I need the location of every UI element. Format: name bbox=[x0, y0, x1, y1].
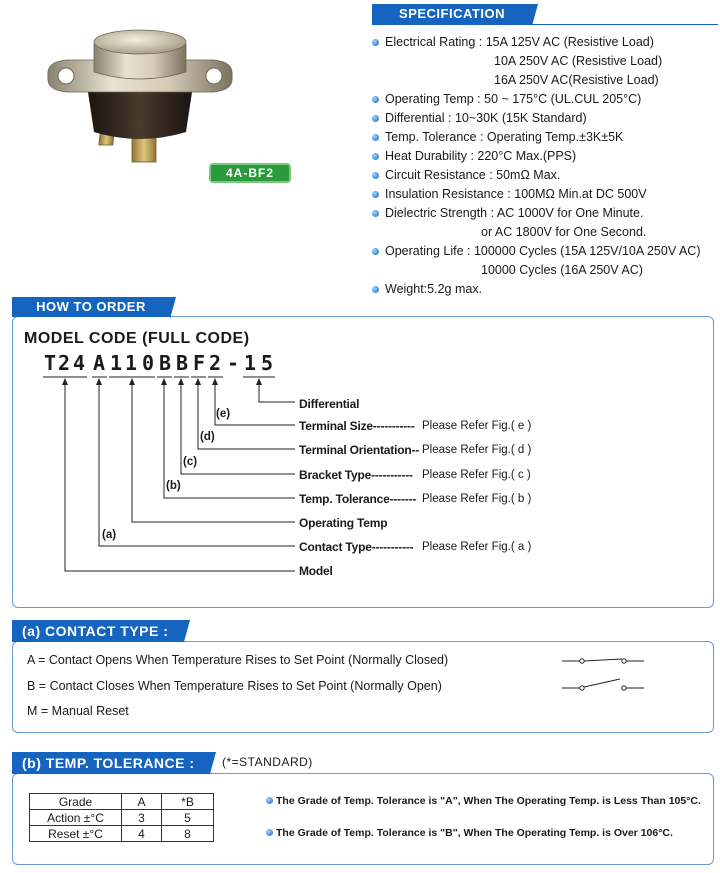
how-to-order-tab: HOW TO ORDER bbox=[12, 297, 170, 317]
code-char: B bbox=[158, 351, 172, 375]
specification-tab: SPECIFICATION bbox=[372, 4, 532, 24]
spec-insulation-resistance: Insulation Resistance : 100MΩ Min.at DC 500V bbox=[372, 185, 718, 204]
marker-d: (d) bbox=[200, 431, 215, 443]
ref-fig-d: Please Refer Fig.( d ) bbox=[422, 444, 532, 456]
tolerance-table bbox=[29, 793, 214, 842]
code-char: F bbox=[192, 351, 206, 375]
spec-differential: Differential : 10~30K (15K Standard) bbox=[372, 109, 718, 128]
normally-open-switch-icon bbox=[562, 679, 644, 690]
spec-temp-tolerance: Temp. Tolerance : Operating Temp.±3K±5K bbox=[372, 128, 718, 147]
table-header: A bbox=[122, 794, 162, 810]
marker-b: (b) bbox=[166, 480, 181, 492]
label-differential: Differential bbox=[299, 397, 360, 411]
contact-type-a: A = Contact Opens When Temperature Rises to Set Point (Normally Closed) bbox=[27, 653, 449, 667]
code-char: B bbox=[175, 351, 189, 375]
bullet-icon bbox=[266, 829, 273, 836]
code-char: 1 bbox=[124, 351, 138, 375]
tolerance-note-b: The Grade of Temp. Tolerance is "B", When The Operating Temp. is Over 106°C. bbox=[266, 827, 673, 839]
code-char: 5 bbox=[260, 351, 274, 375]
contact-type-b: B = Contact Closes When Temperature Rises to Set Point (Normally Open) bbox=[27, 679, 442, 693]
code-char: A bbox=[92, 351, 106, 375]
spec-dielectric-strength: Dielectric Strength : AC 1000V for One Minute. or AC 1800V for One Second. bbox=[372, 204, 718, 242]
code-char: 2 bbox=[208, 351, 222, 375]
spec-operating-temp: Operating Temp : 50 ~ 175°C (UL.CUL 205°C) bbox=[372, 90, 718, 109]
code-char: T bbox=[43, 351, 57, 375]
contact-type-tab: (a) CONTACT TYPE : bbox=[12, 620, 184, 642]
tolerance-note-a: The Grade of Temp. Tolerance is "A", When The Operating Temp. is Less Than 105°C. bbox=[266, 795, 701, 807]
table-row: Action ±°C 3 5 bbox=[30, 810, 214, 826]
label-temp-tolerance: Temp. Tolerance------- bbox=[299, 492, 417, 506]
label-terminal-orientation: Terminal Orientation-- bbox=[299, 443, 420, 457]
spec-electrical-rating: Electrical Rating : 15A 125V AC (Resistive Load) 10A 250V AC (Resistive Load) 16A 250V AC(Resistive Load) bbox=[372, 33, 718, 90]
ref-fig-a: Please Refer Fig.( a ) bbox=[422, 541, 532, 553]
table-row: Reset ±°C 4 8 bbox=[30, 826, 214, 842]
spec-circuit-resistance: Circuit Resistance : 50mΩ Max. bbox=[372, 166, 718, 185]
ref-fig-b: Please Refer Fig.( b ) bbox=[422, 493, 532, 505]
code-char: 0 bbox=[141, 351, 155, 375]
code-char: 2 bbox=[57, 351, 71, 375]
marker-e: (e) bbox=[216, 408, 231, 420]
contact-type-m: M = Manual Reset bbox=[27, 704, 129, 718]
product-model-badge: 4A-BF2 bbox=[209, 163, 291, 183]
marker-c: (c) bbox=[183, 456, 198, 468]
spec-weight: Weight:5.2g max. bbox=[372, 280, 718, 299]
label-operating-temp: Operating Temp bbox=[299, 516, 388, 530]
model-code-title: MODEL CODE (FULL CODE) bbox=[24, 330, 250, 347]
temp-tolerance-tab: (b) TEMP. TOLERANCE : bbox=[12, 752, 210, 774]
label-bracket-type: Bracket Type----------- bbox=[299, 468, 413, 482]
code-char: 1 bbox=[109, 351, 123, 375]
standard-note: (*=STANDARD) bbox=[222, 755, 313, 769]
code-char: 4 bbox=[72, 351, 86, 375]
switch-symbols bbox=[560, 652, 648, 696]
spec-heat-durability: Heat Durability : 220°C Max.(PPS) bbox=[372, 147, 718, 166]
bullet-icon bbox=[266, 797, 273, 804]
label-terminal-size: Terminal Size----------- bbox=[299, 419, 415, 433]
table-header: Grade bbox=[30, 794, 122, 810]
normally-closed-switch-icon bbox=[562, 659, 644, 663]
marker-a: (a) bbox=[102, 529, 117, 541]
ref-fig-e: Please Refer Fig.( e ) bbox=[422, 420, 532, 432]
ref-fig-c: Please Refer Fig.( c ) bbox=[422, 469, 531, 481]
table-header: *B bbox=[162, 794, 214, 810]
code-char: 1 bbox=[243, 351, 257, 375]
label-contact-type: Contact Type----------- bbox=[299, 540, 414, 554]
label-model: Model bbox=[299, 564, 333, 578]
code-char: - bbox=[226, 351, 240, 375]
spec-operating-life: Operating Life : 100000 Cycles (15A 125V/10A 250V AC) 10000 Cycles (16A 250V AC) bbox=[372, 242, 718, 280]
